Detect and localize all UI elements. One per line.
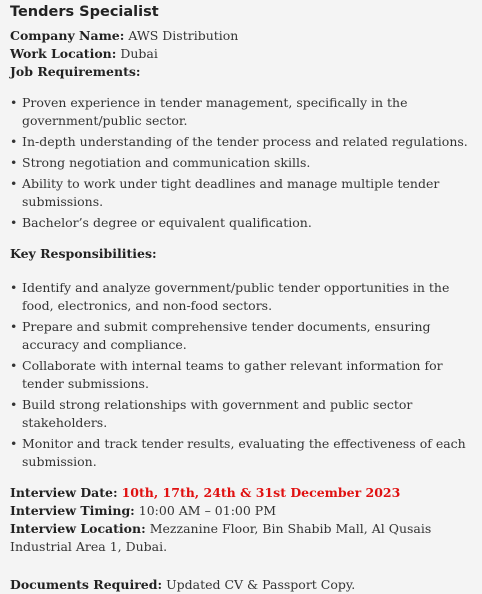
list-item — [10, 94, 472, 130]
requirements-heading: Job Requirements: — [10, 64, 141, 79]
company-line — [10, 27, 472, 45]
interview-date-value: 10th, 17th, 24th & 31st December 2023 — [121, 485, 401, 500]
responsibilities-heading: Key Responsibilities: — [10, 246, 157, 261]
bullet-icon: • — [10, 95, 18, 110]
location-label: Work Location: — [10, 46, 117, 61]
interview-location-value: Mezzanine Floor, Bin Shabib Mall, Al Qusais Industrial Area 1, Dubai. — [10, 521, 432, 554]
list-item — [10, 133, 472, 151]
list-item-text: Ability to work under tight deadlines and manage multiple tender submissions. — [22, 176, 440, 209]
requirements-list — [10, 94, 472, 232]
bullet-icon: • — [10, 176, 18, 191]
bullet-icon: • — [10, 215, 18, 230]
bullet-icon: • — [10, 280, 18, 295]
company-label: Company Name: — [10, 28, 125, 43]
list-item — [10, 214, 472, 232]
documents-label: Documents Required: — [10, 577, 163, 592]
interview-details — [10, 484, 472, 556]
bullet-icon: • — [10, 358, 18, 373]
interview-date-line — [10, 484, 472, 502]
interview-timing-label: Interview Timing: — [10, 503, 135, 518]
location-value: Dubai — [120, 46, 158, 61]
list-item — [10, 396, 472, 432]
list-item — [10, 154, 472, 172]
bullet-icon: • — [10, 134, 18, 149]
documents-value: Updated CV & Passport Copy. — [166, 577, 356, 592]
list-item-text: Monitor and track tender results, evaluating the effectiveness of each submission. — [22, 436, 466, 469]
list-item — [10, 175, 472, 211]
bullet-icon: • — [10, 397, 18, 412]
list-item-text: Strong negotiation and communication skills. — [22, 155, 311, 170]
list-item — [10, 279, 472, 315]
list-item-text: Prepare and submit comprehensive tender documents, ensuring accuracy and compliance. — [22, 319, 431, 352]
job-title: Tenders Specialist — [10, 4, 159, 20]
interview-timing-line — [10, 502, 472, 520]
interview-location-line — [10, 520, 472, 556]
list-item — [10, 435, 472, 471]
interview-timing-value: 10:00 AM – 01:00 PM — [138, 503, 277, 518]
list-item — [10, 318, 472, 354]
bullet-icon: • — [10, 436, 18, 451]
list-item-text: Build strong relationships with government and public sector stakeholders. — [22, 397, 413, 430]
bullet-icon: • — [10, 319, 18, 334]
list-item-text: Collaborate with internal teams to gather relevant information for tender submissions. — [22, 358, 443, 391]
company-value: AWS Distribution — [128, 28, 239, 43]
list-item-text: Proven experience in tender management, specifically in the government/public sector. — [22, 95, 408, 128]
responsibilities-list — [10, 279, 472, 471]
location-line — [10, 45, 472, 63]
list-item-text: Bachelor’s degree or equivalent qualification. — [22, 215, 312, 230]
list-item-text: In-depth understanding of the tender process and related regulations. — [22, 134, 468, 149]
list-item-text: Identify and analyze government/public tender opportunities in the food, electronics, and non-food sectors. — [22, 280, 450, 313]
interview-date-label: Interview Date: — [10, 485, 118, 500]
bullet-icon: • — [10, 155, 18, 170]
documents-line — [10, 576, 472, 594]
interview-location-label: Interview Location: — [10, 521, 146, 536]
list-item — [10, 357, 472, 393]
